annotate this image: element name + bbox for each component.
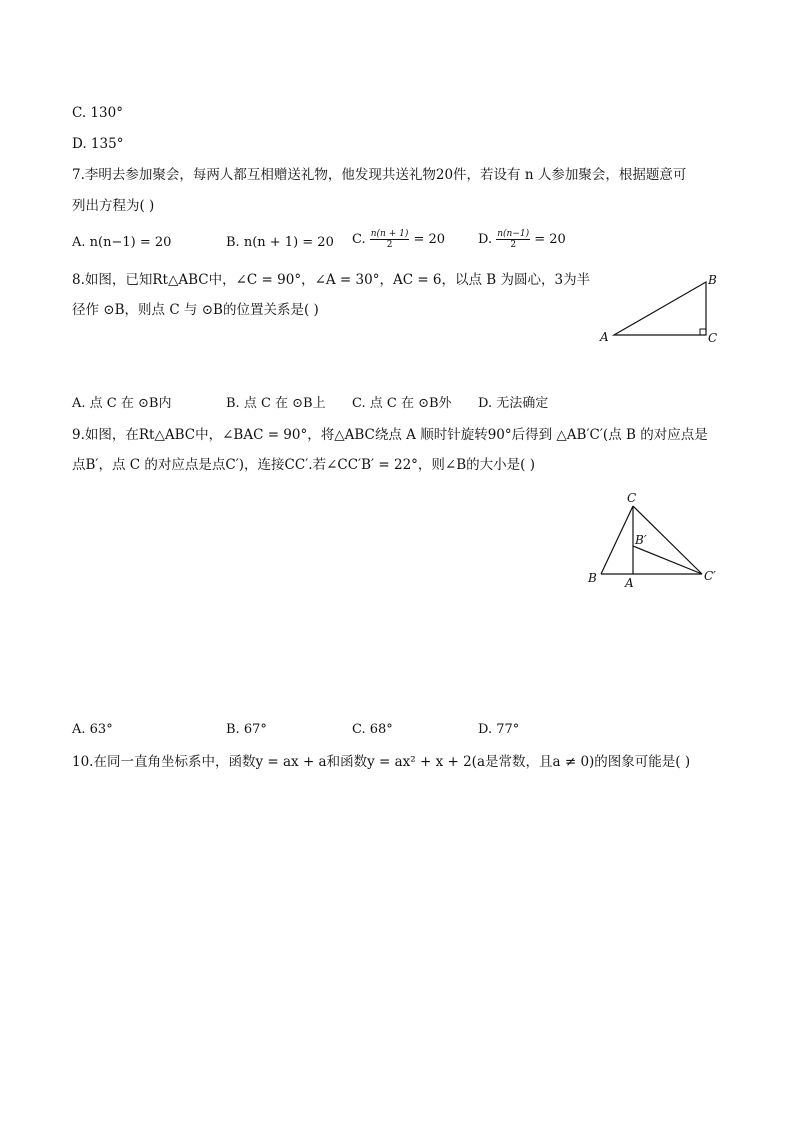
- q7-option-d-fraction: [496, 229, 530, 250]
- q7-option-c-suffix: = 20: [409, 232, 446, 247]
- q6-option-c: C. 130°: [72, 105, 123, 121]
- q9-segment-b-prime-c-prime: [633, 546, 702, 574]
- q7-option-d-suffix: = 20: [530, 232, 566, 247]
- q8-label-a: A: [600, 330, 609, 344]
- q9-label-c: C: [627, 491, 637, 505]
- q7-option-a: A. n(n−1) = 20: [72, 235, 172, 250]
- q8-label-c: C: [708, 331, 718, 345]
- q8-right-angle-mark: [700, 329, 706, 335]
- q9-label-b: B: [588, 571, 597, 585]
- q8-stem-line2: 径作 ⊙B，则点 C 与 ⊙B的位置关系是( ): [72, 302, 319, 318]
- q8-label-b: B: [708, 273, 717, 287]
- q9-label-a: A: [625, 576, 634, 590]
- q7-stem-line2: 列出方程为( ): [72, 198, 155, 214]
- q8-option-c: C. 点 C 在 ⊙B外: [352, 396, 452, 411]
- q7-option-c-numerator: n(n + 1): [370, 229, 409, 239]
- q7-option-d-numerator: n(n−1): [497, 229, 530, 239]
- q9-option-d: D. 77°: [478, 722, 520, 737]
- q7-option-c-prefix: C.: [352, 232, 370, 247]
- q7-option-c: [352, 229, 445, 250]
- q7-option-d: [478, 229, 566, 250]
- q8-option-d: D. 无法确定: [478, 396, 549, 411]
- q8-triangle: [614, 282, 706, 335]
- q9-option-b: B. 67°: [226, 722, 267, 737]
- q8-triangle-figure: [596, 268, 726, 350]
- q7-stem-line1: 7.李明去参加聚会，每两人都互相赠送礼物，他发现共送礼物20件，若设有 n 人参加聚会，根据题意可: [72, 167, 687, 183]
- q9-label-b-prime: B′: [635, 533, 647, 547]
- q7-option-d-denominator: 2: [510, 240, 517, 250]
- q7-option-b: B. n(n + 1) = 20: [226, 235, 334, 250]
- q10-stem-line1: 10.在同一直角坐标系中，函数y = ax + a和函数y = ax² + x + 2(a是常数，且a ≠ 0)的图象可能是( ): [72, 754, 691, 770]
- q6-option-d: D. 135°: [72, 136, 124, 152]
- q8-option-a: A. 点 C 在 ⊙B内: [72, 396, 172, 411]
- q8-stem-line1: 8.如图，已知Rt△ABC中，∠C = 90°，∠A = 30°，AC = 6，以点 B 为圆心，3为半: [72, 272, 591, 288]
- q9-rotation-figure: [582, 488, 724, 592]
- q9-option-a: A. 63°: [72, 722, 113, 737]
- q7-option-c-denominator: 2: [386, 240, 393, 250]
- q7-option-d-prefix: D.: [478, 232, 497, 247]
- q9-option-c: C. 68°: [352, 722, 393, 737]
- q9-segment-bc: [601, 506, 633, 574]
- q9-stem-line2: 点B′，点 C 的对应点是点C′)，连接CC′.若∠CC′B′ = 22°，则∠B的大小是( ): [72, 457, 535, 473]
- q9-label-c-prime: C′: [704, 569, 716, 583]
- q7-option-c-fraction: [370, 229, 410, 250]
- q8-option-b: B. 点 C 在 ⊙B上: [226, 396, 326, 411]
- q9-stem-line1: 9.如图，在Rt△ABC中，∠BAC = 90°，将△ABC绕点 A 顺时针旋转90°后得到 △AB′C′(点 B 的对应点是: [72, 427, 708, 443]
